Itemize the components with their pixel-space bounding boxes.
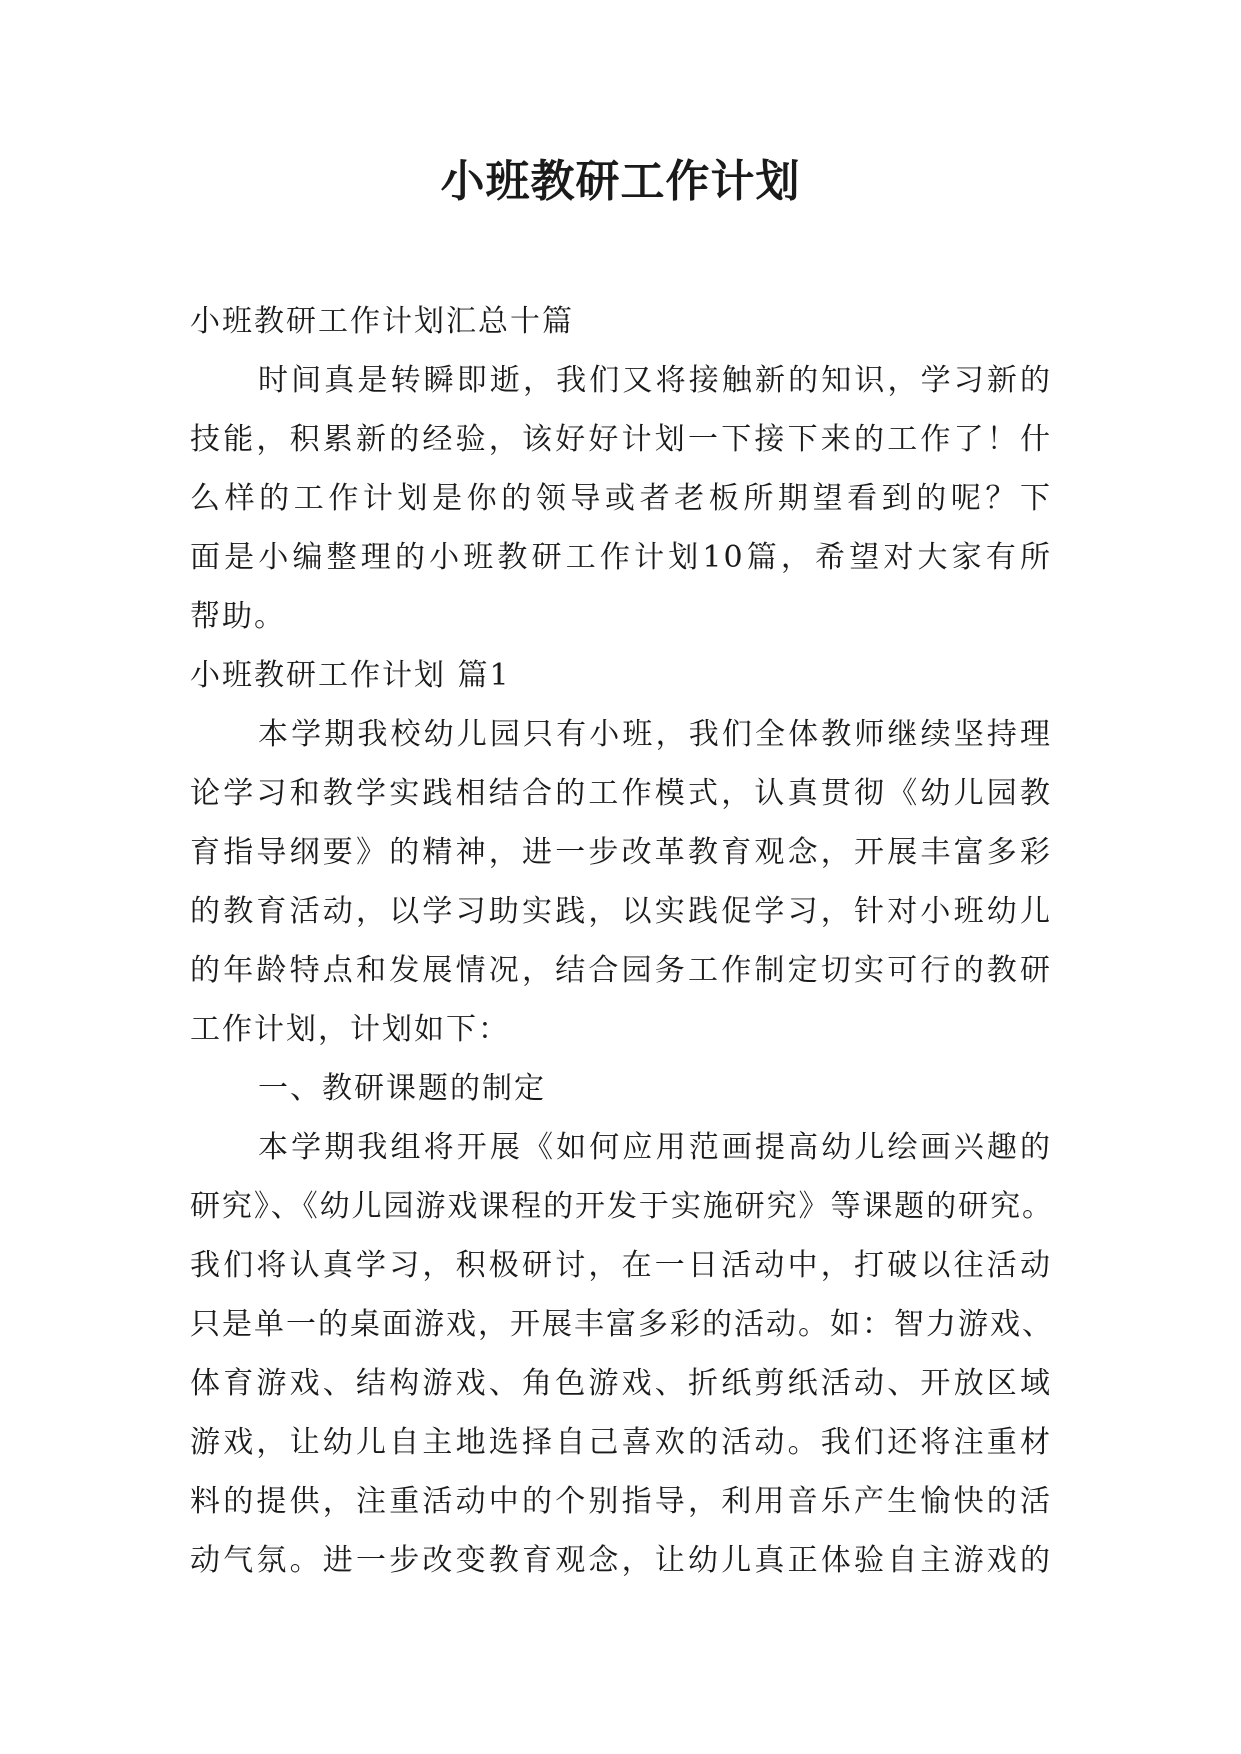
text-line: 本学期我校幼儿园只有小班，我们全体教师继续坚持理 [258,717,1052,752]
document-title: 小班教研工作计划 [440,156,801,207]
text-line: 育指导纲要》的精神，进一步改革教育观念，开展丰富多彩 [190,835,1052,870]
text-line: 本学期我组将开展《如何应用范画提高幼儿绘画兴趣的 [258,1130,1052,1165]
text-line: 帮助。 [190,599,286,634]
text-line: 时间真是转瞬即逝，我们又将接触新的知识，学习新的 [258,363,1052,398]
text-line: 一、教研课题的制定 [258,1071,546,1106]
text-line: 工作计划，计划如下： [190,1012,510,1047]
document-body [190,292,1052,1590]
text-line: 技能，积累新的经验，该好好计划一下接下来的工作了！什 [190,422,1052,457]
text-line: 料的提供，注重活动中的个别指导，利用音乐产生愉快的活 [190,1484,1052,1519]
text-line: 游戏，让幼儿自主地选择自己喜欢的活动。我们还将注重材 [190,1425,1052,1460]
text-line: 研究》、《幼儿园游戏课程的开发于实施研究》等课题的研究。 [190,1189,1052,1224]
text-line: 面是小编整理的小班教研工作计划10篇，希望对大家有所 [190,540,1052,575]
text-line: 么样的工作计划是你的领导或者老板所期望看到的呢？下 [190,481,1052,516]
text-line: 小班教研工作计划 篇1 [190,658,511,693]
text-line: 我们将认真学习，积极研讨，在一日活动中，打破以往活动 [190,1248,1052,1283]
text-line: 动气氛。进一步改变教育观念，让幼儿真正体验自主游戏的 [190,1543,1052,1578]
text-line: 只是单一的桌面游戏，开展丰富多彩的活动。如：智力游戏、 [190,1307,1052,1342]
text-line: 小班教研工作计划汇总十篇 [190,304,574,339]
text-line: 的教育活动，以学习助实践，以实践促学习，针对小班幼儿 [190,894,1052,929]
text-line: 体育游戏、结构游戏、角色游戏、折纸剪纸活动、开放区域 [190,1366,1052,1401]
text-line: 论学习和教学实践相结合的工作模式，认真贯彻《幼儿园教 [190,776,1052,811]
text-line: 的年龄特点和发展情况，结合园务工作制定切实可行的教研 [190,953,1052,988]
